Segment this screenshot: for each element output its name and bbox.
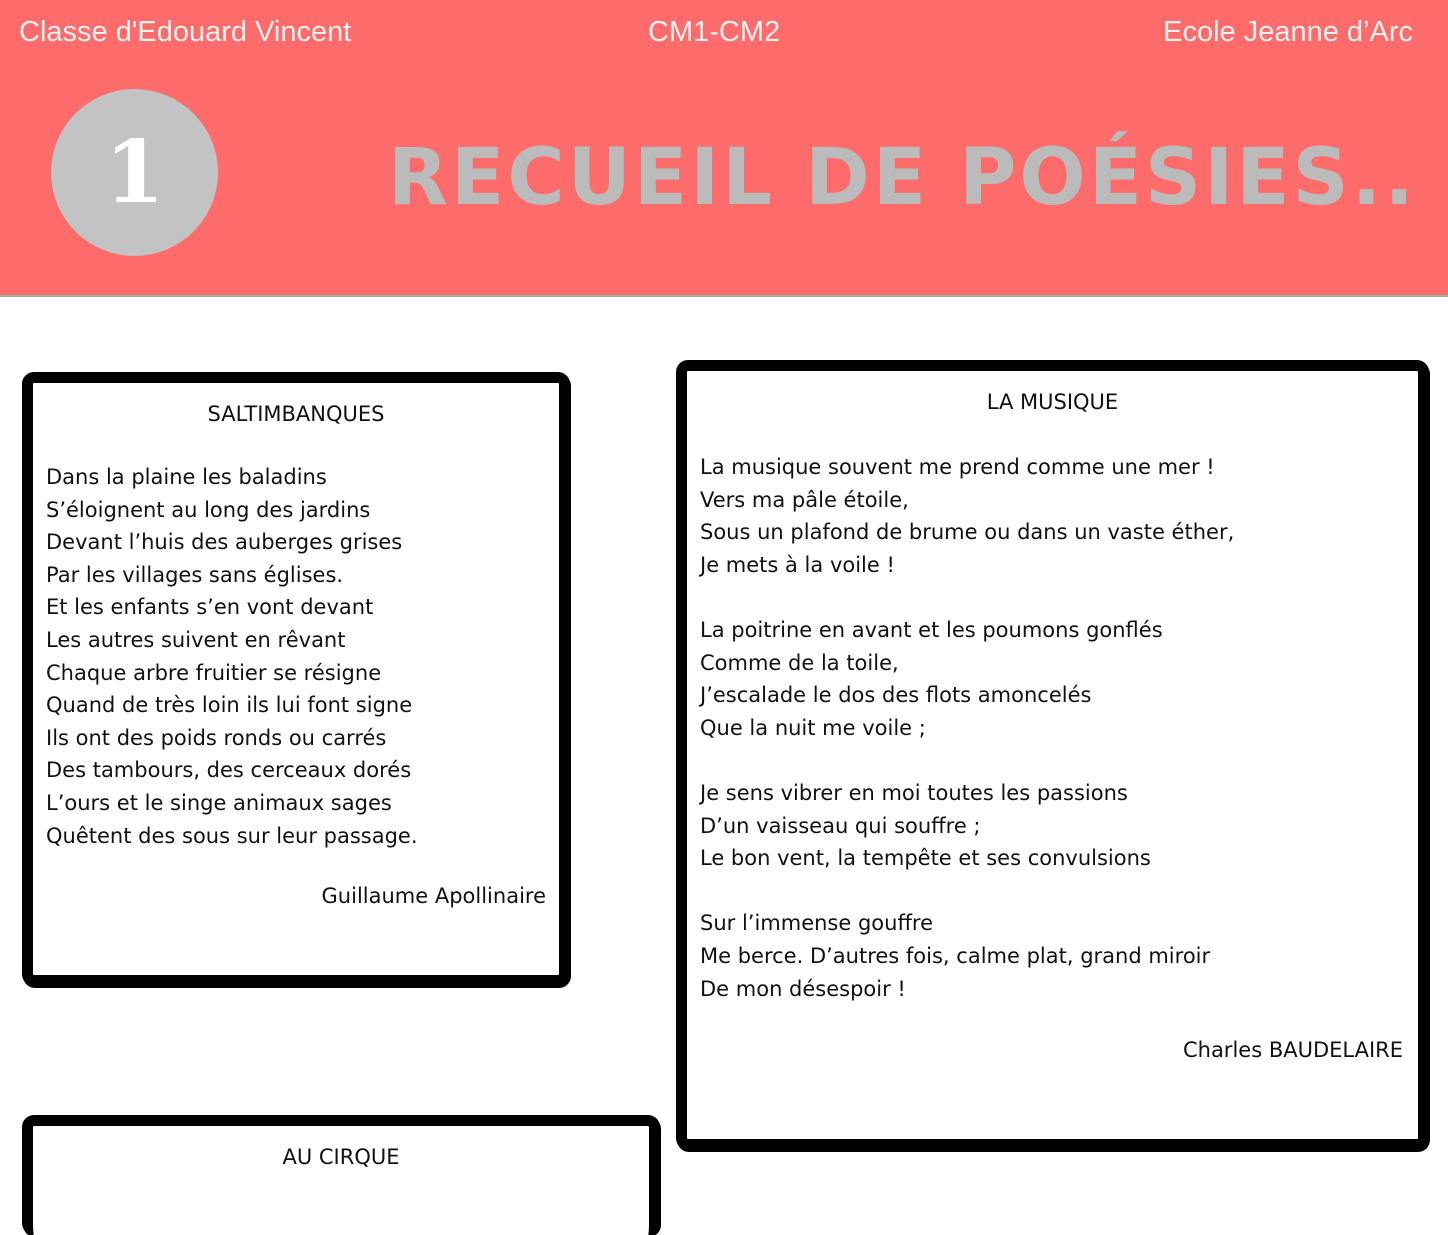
poem-card-au-cirque (22, 1115, 660, 1235)
poem-line: Que la nuit me voile ; (700, 715, 926, 740)
badge-number: 1 (104, 122, 165, 223)
poem-line: Je sens vibrer en moi toutes les passions (700, 780, 1128, 805)
poem-card-saltimbanques (22, 372, 570, 986)
poem-line: Me berce. D’autres fois, calme plat, grand miroir (700, 943, 1211, 968)
poem-line: Quêtent des sous sur leur passage. (46, 823, 418, 848)
poem-line: La poitrine en avant et les poumons gonflés (700, 617, 1163, 642)
poem-line: J’escalade le dos des flots amoncelés (700, 683, 1092, 708)
poem-line: Ils ont des poids ronds ou carrés (46, 725, 387, 750)
poem-line: Le bon vent, la tempête et ses convulsions (700, 846, 1151, 871)
poem-line: Vers ma pâle étoile, (700, 487, 909, 512)
poem-author: Charles BAUDELAIRE (1182, 1038, 1403, 1062)
poem-line: Devant l’huis des auberges grises (46, 530, 403, 555)
number-badge (51, 89, 218, 256)
poem-title: AU CIRQUE (282, 1145, 400, 1169)
poem-line: Sous un plafond de brume ou dans un vaste éther, (700, 520, 1235, 545)
poem-line: Des tambours, des cerceaux dorés (46, 758, 412, 783)
poem-line: Chaque arbre fruitier se résigne (46, 660, 382, 685)
poem-line: Sur l’immense gouffre (700, 911, 934, 936)
poem-line: La musique souvent me prend comme une mer ! (700, 455, 1215, 479)
poem-line: Je mets à la voile ! (700, 552, 895, 577)
poem-lines (700, 451, 1234, 1005)
school-name: Ecole Jeanne d’Arc (1163, 16, 1413, 48)
poem-title: SALTIMBANQUES (207, 402, 385, 426)
poem-line: D’un vaisseau qui souffre ; (700, 813, 981, 838)
poem-line: Et les enfants s’en vont devant (46, 595, 374, 620)
page-title: RECUEIL DE POÉSIES.. (388, 133, 1417, 223)
poem-line: Par les villages sans églises. (46, 562, 344, 587)
poem-lines (46, 461, 418, 852)
stanza-break (700, 581, 1234, 614)
page-header (0, 0, 1448, 297)
stanza-break (700, 744, 1234, 777)
class-level: CM1-CM2 (648, 16, 781, 48)
poem-line: Dans la plaine les baladins (46, 465, 327, 489)
poem-card-la-musique (676, 360, 1429, 1150)
poem-author: Guillaume Apollinaire (321, 884, 546, 908)
poem-title: LA MUSIQUE (986, 390, 1119, 414)
poem-line: L’ours et le singe animaux sages (46, 790, 392, 815)
stanza-break (700, 875, 1234, 908)
poem-line: Les autres suivent en rêvant (46, 627, 346, 652)
poem-line: De mon désespoir ! (700, 976, 906, 1001)
poem-line: S’éloignent au long des jardins (46, 497, 371, 522)
poem-line: Comme de la toile, (700, 650, 899, 675)
teacher-name: Classe d'Edouard Vincent (19, 16, 352, 48)
poem-line: Quand de très loin ils lui font signe (46, 693, 413, 718)
